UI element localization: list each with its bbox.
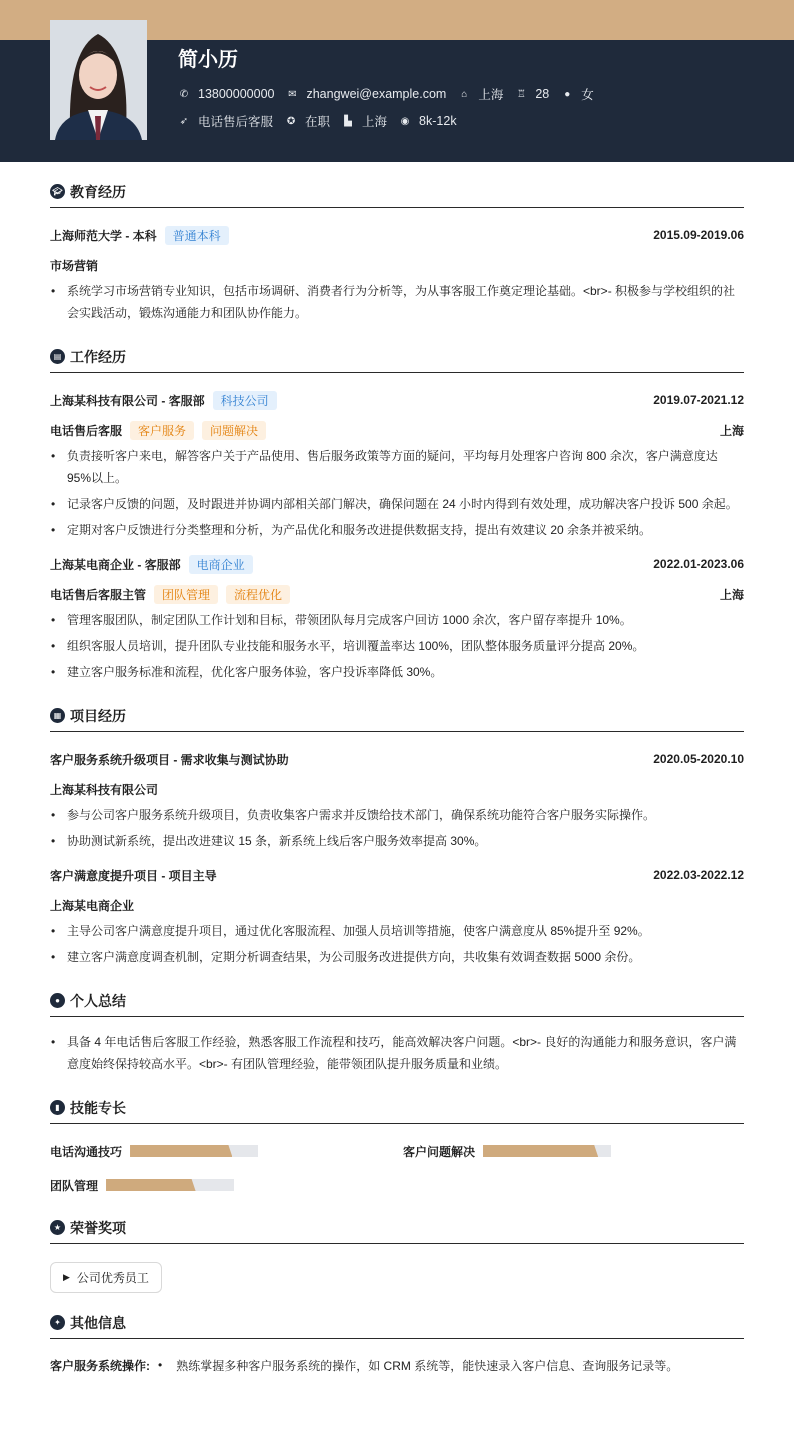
status-icon: ✪ [286,115,296,127]
tag: 科技公司 [213,391,277,410]
section-title: 个人总结 [70,992,126,1009]
cake-icon: ♖ [516,88,526,100]
work-entry [50,549,744,683]
tag: 团队管理 [154,585,218,604]
section-title: 工作经历 [70,348,126,365]
bullet: • 建立客户服务标准和流程，优化客户服务体验，客户投诉率降低 30%。 [50,661,744,683]
award-item[interactable] [50,1262,162,1293]
section-title: 技能专长 [70,1099,126,1116]
company: 上海某科技有限公司 - 客服部 [50,393,205,408]
org: 上海某科技有限公司 [50,782,159,797]
bullet: • 组织客服人员培训，提升团队专业技能和服务水平，培训覆盖率达 100%，团队整体服务质量评分提高 20%。 [50,635,744,657]
profile-photo [50,20,147,140]
bullet: • 协助测试新系统，提出改进建议 15 条，新系统上线后客户服务效率提高 30%。 [50,830,744,852]
age: 28 [535,87,550,101]
briefcase-icon: ▤ [50,349,65,364]
project-entry [50,860,744,968]
other-text: 熟练掌握多种客户服务系统的操作，如 CRM 系统等，能快速录入客户信息、查询服务记录等。 [176,1358,679,1373]
skill-bar [483,1145,611,1157]
project-name: 客户满意度提升项目 - 项目主导 [50,868,217,883]
tag: 客户服务 [130,421,194,440]
caret-right-icon: ▶ [63,1272,70,1282]
target-city: 上海 [362,115,388,129]
tag: 电商企业 [189,555,253,574]
project-entry [50,744,744,852]
tag: 流程优化 [226,585,290,604]
bullet: • 定期对客户反馈进行分类整理和分析，为产品优化和服务改进提供数据支持，提出有效建议 20 余条并被采纳。 [50,519,744,541]
building-icon: ▙ [344,115,352,127]
job-intent-row [178,112,469,130]
major: 市场营销 [50,258,99,273]
other-label: 客户服务系统操作: [50,1358,150,1373]
gender-icon: ● [564,88,571,100]
other-section [50,1307,744,1377]
education-section [50,176,744,324]
role: 电话售后客服主管 [50,587,147,602]
gender: 女 [581,88,594,102]
job-status: 在职 [305,115,331,129]
date: 2022.03-2022.12 [653,868,744,882]
bullet: • 参与公司客户服务系统升级项目，负责收集客户需求并反馈给技术部门，确保系统功能符合客户服务实际操作。 [50,804,744,826]
grid-icon: ▦ [50,708,65,723]
section-title: 荣誉奖项 [70,1219,126,1236]
bullet-dot: • [158,1358,163,1372]
date: 2019.07-2021.12 [653,393,744,407]
bullet: • 负责接听客户来电，解答客户关于产品使用、售后服务政策等方面的疑问，平均每月处理客户咨询 800 余次，客户满意度达 95%以上。 [50,445,744,489]
location: 上海 [719,423,744,438]
bar-chart-icon: ▮ [50,1100,65,1115]
contact-row [178,85,606,103]
skill-item [50,1168,403,1202]
skill-name: 团队管理 [50,1178,99,1193]
phone: 13800000000 [198,87,275,101]
skill-fill [130,1145,232,1157]
date: 2020.05-2020.10 [653,752,744,766]
email: zhangwei@example.com [306,87,447,101]
skill-name: 客户问题解决 [403,1144,476,1159]
skill-fill [106,1179,196,1191]
skill-fill [483,1145,598,1157]
school: 上海师范大学 - 本科 [50,228,157,243]
awards-section [50,1212,744,1293]
location: 上海 [478,88,504,102]
bullet: • 建立客户满意度调查机制，定期分析调查结果，为公司服务改进提供方向，共收集有效调查数据 5000 余份。 [50,946,744,968]
date: 2022.01-2023.06 [653,557,744,571]
section-title: 项目经历 [70,707,126,724]
bullet: • 主导公司客户满意度提升项目，通过优化客服流程、加强人员培训等措施，使客户满意度从 85%提升至 92%。 [50,920,744,942]
projects-section [50,700,744,968]
section-title: 其他信息 [70,1314,126,1331]
company: 上海某电商企业 - 客服部 [50,557,181,572]
bullet: • 管理客服团队，制定团队工作计划和目标，带领团队每月完成客户回访 1000 余次，客户留存率提升 10%。 [50,609,744,631]
candidate-name: 简小历 [178,49,238,71]
bullet: • 系统学习市场营销专业知识，包括市场调研、消费者行为分析等，为从事客服工作奠定理论基础。<br>- 积极参与学校组织的社会实践活动，锻炼沟通能力和团队协作能力。 [50,280,744,324]
skill-item [403,1134,744,1168]
mail-icon: ✉ [288,88,297,100]
date: 2015.09-2019.06 [653,228,744,242]
home-icon: ⌂ [461,88,468,100]
graduation-cap-icon: 🎓︎ [50,184,65,199]
award-icon: ★ [50,1220,65,1235]
summary-section [50,985,744,1075]
skills-section [50,1092,744,1202]
user-icon: ● [50,993,65,1008]
project-name: 客户服务系统升级项目 - 需求收集与测试协助 [50,752,289,767]
work-section [50,341,744,683]
tag: 普通本科 [165,226,229,245]
section-title: 教育经历 [70,183,126,200]
bullet: • 具备 4 年电话售后客服工作经验，熟悉客服工作流程和技巧，能高效解决客户问题。<br>- 良好的沟通能力和服务意识，客户满意度始终保持较高水平。<br>- 有团队管理经验，能带领团队提升服务质量和业绩。 [50,1031,744,1075]
org: 上海某电商企业 [50,898,135,913]
target-job: 电话售后客服 [198,115,274,129]
skill-item [50,1134,403,1168]
location: 上海 [719,587,744,602]
tag: 问题解决 [202,421,266,440]
skill-bar [130,1145,258,1157]
skill-bar [106,1179,234,1191]
send-icon: ➶ [179,115,189,127]
skill-name: 电话沟通技巧 [50,1144,123,1159]
phone-icon: ✆ [179,88,189,100]
salary-icon: ◉ [400,115,410,127]
info-icon: ✦ [50,1315,65,1330]
salary: 8k-12k [419,114,457,128]
resume-body [50,162,744,1377]
bullet: • 记录客户反馈的问题，及时跟进并协调内部相关部门解决，确保问题在 24 小时内得到有效处理，成功解决客户投诉 500 余起。 [50,493,744,515]
work-entry [50,385,744,541]
award-name: 公司优秀员工 [76,1271,149,1285]
role: 电话售后客服 [50,423,123,438]
